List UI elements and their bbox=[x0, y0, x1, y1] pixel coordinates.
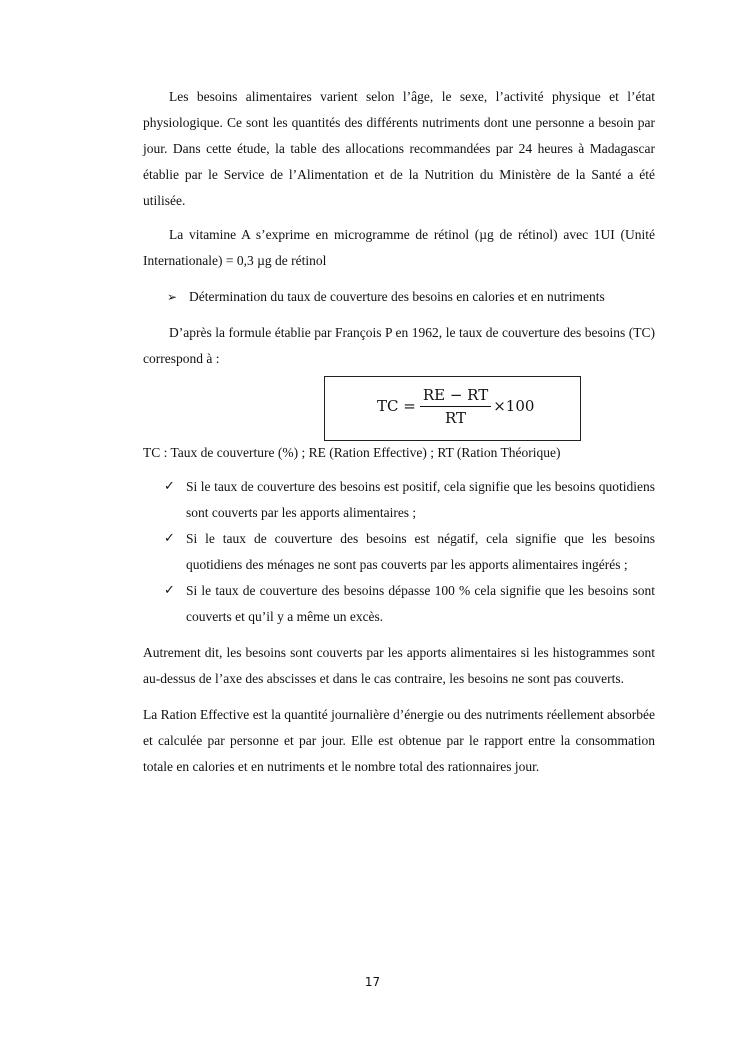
coverage-formula bbox=[377, 381, 534, 431]
paragraph-definitions: TC : Taux de couverture (%) ; RE (Ration Effective) ; RT (Ration Théorique) bbox=[143, 445, 561, 460]
checklist-item-text: Si le taux de couverture des besoins est positif, cela signifie que les besoins quotidiens sont couverts par les apports alimentaires ; bbox=[186, 479, 655, 520]
paragraph-nutritional-needs: Les besoins alimentaires varient selon l’âge, le sexe, l’activité physique et l’état physiologique. Ce sont les quantités des différents nutriments dont une personne a besoin par jour. Dans cette étude, la table des allocations recommandées par 24 heures à Madagascar établie par le Service de l’Alimentation et de la Nutrition du Ministère de la Santé a été utilisée. bbox=[143, 89, 655, 208]
checklist bbox=[143, 474, 655, 630]
formula-lhs: TC = bbox=[377, 397, 416, 415]
checklist-item-text: Si le taux de couverture des besoins dépasse 100 % cela signifie que les besoins sont couverts et qu’il y a même un excès. bbox=[186, 583, 655, 624]
formula-numerator: RE − RT bbox=[420, 386, 491, 407]
checklist-item-text: Si le taux de couverture des besoins est négatif, cela signifie que les besoins quotidiens des ménages ne sont pas couverts par les apports alimentaires ingérés ; bbox=[186, 531, 655, 572]
page-number: 17 bbox=[364, 975, 381, 989]
formula-box bbox=[324, 376, 581, 441]
arrow-list-item bbox=[167, 284, 655, 310]
checkmark-icon: ✓ bbox=[164, 479, 175, 494]
arrow-bullet-icon: ➢ bbox=[167, 290, 178, 304]
paragraph-ration-effective: La Ration Effective est la quantité journalière d’énergie ou des nutriments réellement absorbée et calculée par personne et par jour. Elle est obtenue par le rapport entre la consommation totale en calories et en nutriments et le nombre total des rationnaires jour. bbox=[143, 707, 655, 774]
formula-fraction bbox=[420, 386, 491, 427]
paragraph-vitamin-a: La vitamine A s’exprime en microgramme de rétinol (µg de rétinol) avec 1UI (Unité Internationale) = 0,3 µg de rétinol bbox=[143, 227, 655, 268]
arrow-list-item-text: Détermination du taux de couverture des besoins en calories et en nutriments bbox=[189, 289, 605, 304]
paragraph-interpretation: Autrement dit, les besoins sont couverts par les apports alimentaires si les histogrammes sont au-dessus de l’axe des abscisses et dans le cas contraire, les besoins ne sont pas couverts. bbox=[143, 645, 655, 686]
formula-denominator: RT bbox=[445, 408, 467, 427]
formula-multiplier: ×100 bbox=[493, 397, 535, 415]
checklist-item bbox=[143, 526, 655, 578]
paragraph-formula-intro: D’après la formule établie par François P en 1962, le taux de couverture des besoins (TC) correspond à : bbox=[143, 325, 655, 366]
checklist-item bbox=[143, 578, 655, 630]
checkmark-icon: ✓ bbox=[164, 531, 175, 546]
checklist-item bbox=[143, 474, 655, 526]
checkmark-icon: ✓ bbox=[164, 583, 175, 598]
